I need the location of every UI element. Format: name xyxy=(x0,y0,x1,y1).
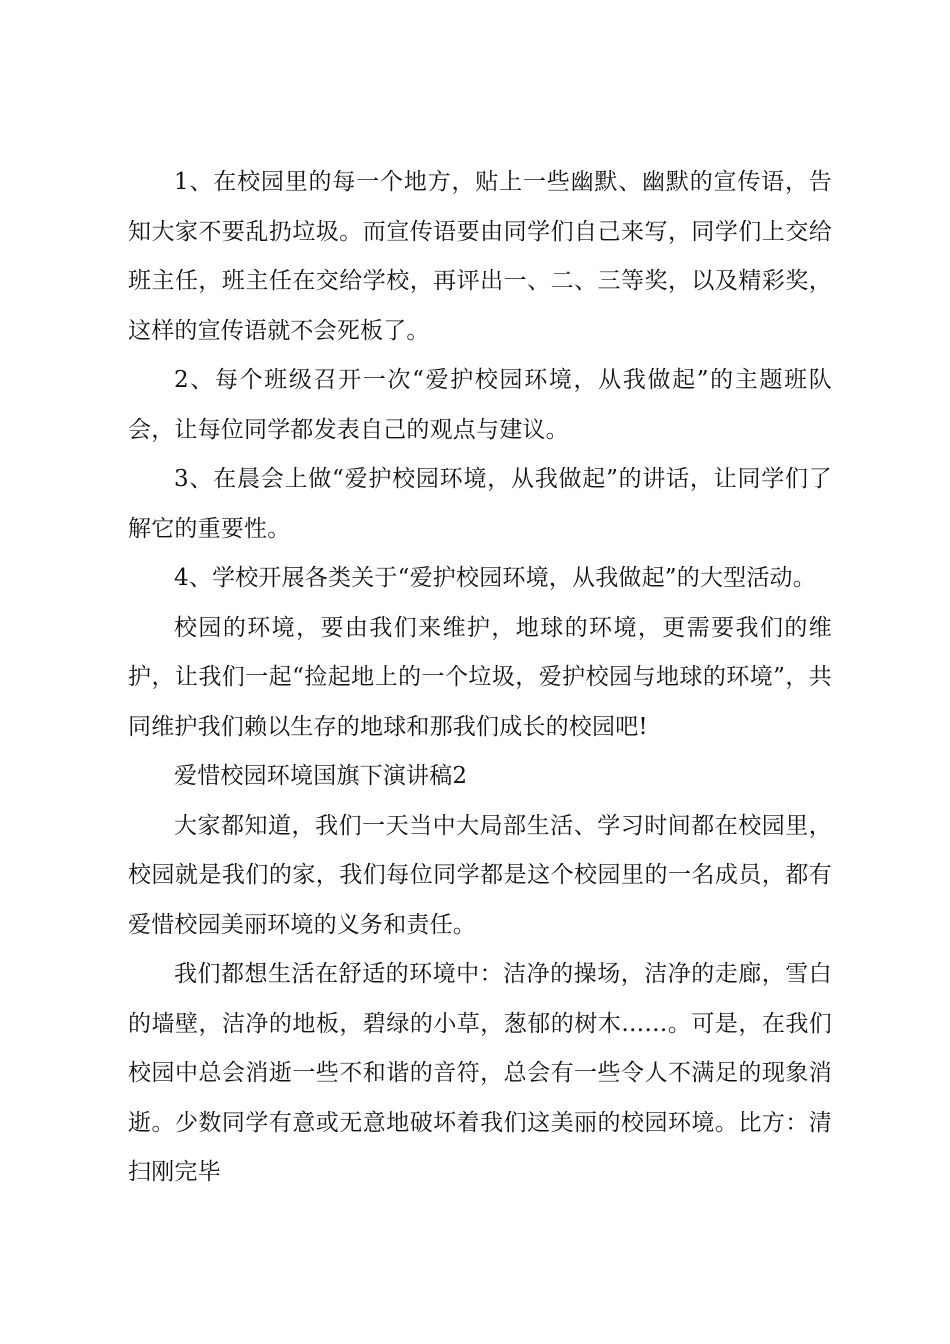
paragraph-7: 我们都想生活在舒适的环境中：洁净的操场，洁净的走廊，雪白的墙壁，洁净的地板，碧绿的小草，葱郁的树木……。可是，在我们校园中总会消逝一些不和谐的音符，总会有一些令人不满足的现象消逝。少数同学有意或无意地破坏着我们这美丽的校园环境。比方：清扫刚完毕 xyxy=(128,961,832,1185)
paragraph-1: 1、在校园里的每一个地方，贴上一些幽默、幽默的宣传语，告知大家不要乱扔垃圾。而宣传语要由同学们自己来写，同学们上交给班主任，班主任在交给学校，再评出一、二、三等奖，以及精彩奖，这样的宣传语就不会死板了。 xyxy=(128,169,832,344)
paragraph-3: 3、在晨会上做“爱护校园环境，从我做起”的讲话，让同学们了解它的重要性。 xyxy=(128,466,832,542)
paragraph-4: 4、学校开展各类关于“爱护校园环境，从我做起”的大型活动。 xyxy=(174,565,816,591)
document-page xyxy=(128,158,832,1198)
section-heading: 爱惜校园环境国旗下演讲稿2 xyxy=(174,763,468,789)
paragraph-5: 校园的环境，要由我们来维护，地球的环境，更需要我们的维护，让我们一起“捡起地上的一个垃圾，爱护校园与地球的环境”，共同维护我们赖以生存的地球和那我们成长的校园吧! xyxy=(128,614,832,740)
paragraph-2: 2、每个班级召开一次“爱护校园环境，从我做起”的主题班队会，让每位同学都发表自己的观点与建议。 xyxy=(128,367,832,443)
paragraph-6: 大家都知道，我们一天当中大局部生活、学习时间都在校园里，校园就是我们的家，我们每位同学都是这个校园里的一名成员，都有爱惜校园美丽环境的义务和责任。 xyxy=(128,812,832,938)
